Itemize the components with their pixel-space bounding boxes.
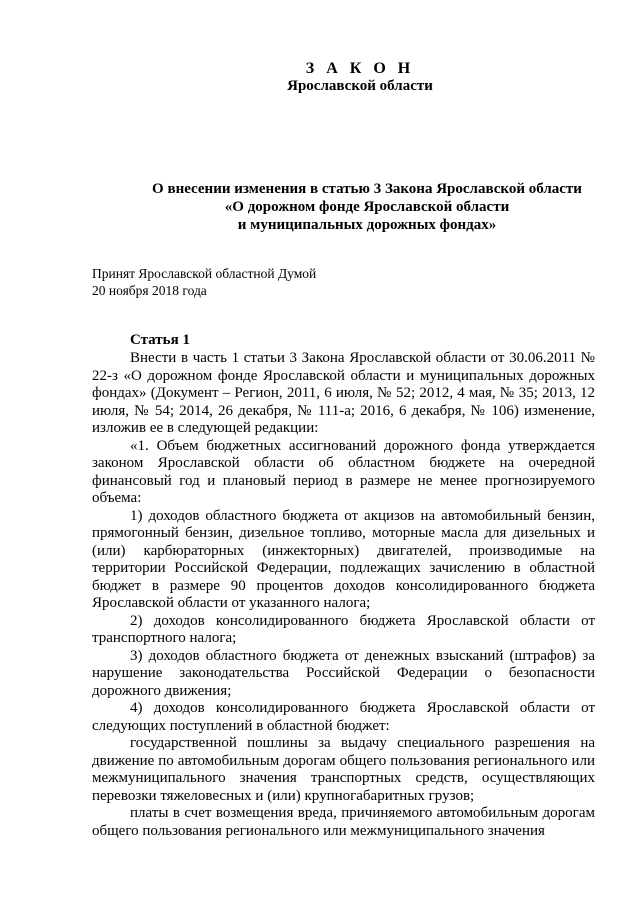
adoption-date: 20 ноября 2018 года (92, 283, 207, 298)
title-line-3: и муниципальных дорожных фондах» (237, 217, 497, 233)
title-line-2: «О дорожном фонде Ярославской области (224, 199, 510, 215)
paragraph: 3) доходов областного бюджета от денежных взысканий (штрафов) за нарушение законодательства Российской Федерации о безопасности дорожного движения; (92, 647, 595, 699)
law-region: Ярославской области (287, 78, 433, 94)
law-heading: З А К О Н (305, 60, 415, 77)
adoption-info (92, 265, 316, 299)
document-title (92, 180, 640, 234)
paragraph: 4) доходов консолидированного бюджета Ярославской области от следующих поступлений в областной бюджет: (92, 700, 595, 734)
paragraph: платы в счет возмещения вреда, причиняемого автомобильным дорогам общего пользования регионального или межмуниципального значения (92, 805, 595, 839)
article-heading: Статья 1 (130, 332, 190, 348)
paragraph: 2) доходов консолидированного бюджета Ярославской области от транспортного налога; (92, 612, 595, 646)
paragraph: Внести в часть 1 статьи 3 Закона Ярославской области от 30.06.2011 № 22-з «О дорожном фонде Ярославской области и муниципальных дорожных фондах» (Документ – Регион, 2011, 6 июля, № 52; 2012, 4 мая, № 35; 2013, 12 июля, № 54; 2014, 26 декабря, № 111-а; 2016, 6 декабря, № 106) изменение, изложив ее в следующей редакции: (92, 350, 595, 436)
paragraph: государственной пошлины за выдачу специального разрешения на движение по автомобильным дорогам общего пользования регионального или межмуниципального значения транспортных средств, осуществляющих перевозки тяжеловесных и (или) крупногабаритных грузов; (92, 735, 595, 804)
paragraph: «1. Объем бюджетных ассигнований дорожного фонда утверждается законом Ярославской области об областном бюджете на очередной финансовый год и плановый период в размере не менее прогнозируемого объема: (92, 437, 595, 506)
adoption-body: Принят Ярославской областной Думой (92, 266, 317, 281)
title-line-1: О внесении изменения в статью 3 Закона Ярославской области (152, 181, 582, 197)
paragraph: 1) доходов областного бюджета от акцизов на автомобильный бензин, прямогонный бензин, дизельное топливо, моторные масла для дизельных и (или) карбюраторных (инжекторных) двигателей, производимые на территории Российской Федерации, подлежащих зачислению в областной бюджет в размере 90 процентов доходов консолидированного бюджета Ярославской области от указанного налога; (92, 507, 595, 611)
article-body (92, 350, 595, 840)
